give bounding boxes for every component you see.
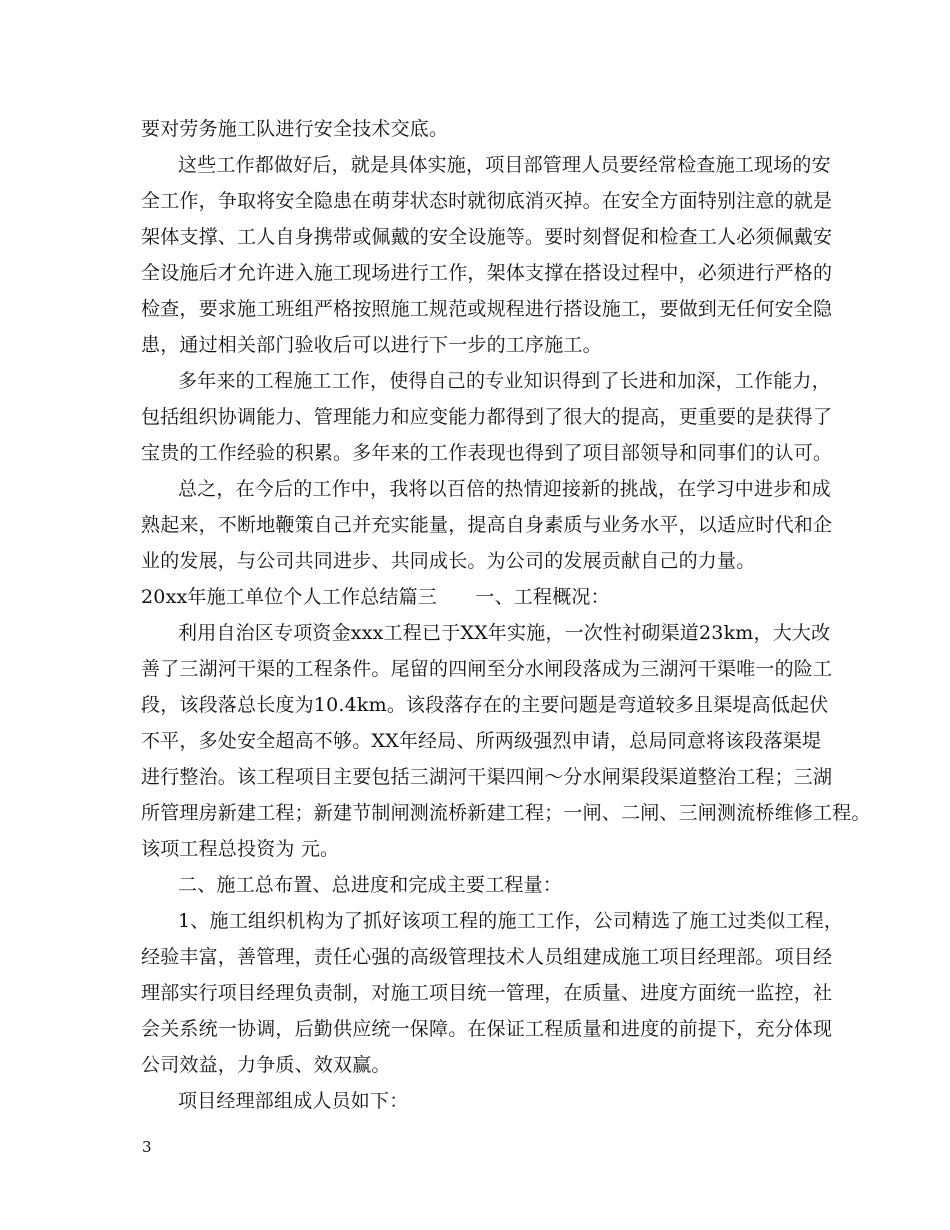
- text-line-11: 总之，在今后的工作中，我将以百倍的热情迎接新的挑战，在学习中进步和成: [178, 478, 831, 500]
- subsection-heading-line: 二、施工总布置、总进度和完成主要工程量：: [178, 874, 563, 896]
- text-line-23: 1、施工组织机构为了抓好该项工程的施工工作，公司精选了施工过类似工程，: [178, 910, 844, 932]
- text-line-24: 经验丰富，善管理，责任心强的高级管理技术人员组建成施工项目经理部。项目经: [141, 946, 833, 968]
- text-line-18: 不平，多处安全超高不够。XX年经局、所两级强烈申请，总局同意将该段落渠堤: [141, 730, 822, 752]
- text-line-27: 公司效益，力争质、效双赢。: [141, 1054, 391, 1076]
- text-line-7: 患，通过相关部门验收后可以进行下一步的工序施工。: [141, 334, 602, 356]
- text-line-20: 所管理房新建工程；新建节制闸测流桥新建工程；一闸、二闸、三闸测流桥维修工程。: [141, 802, 871, 824]
- text-line-16: 善了三湖河干渠的工程条件。尾留的四闸至分水闸段落成为三湖河干渠唯一的险工: [141, 658, 833, 680]
- text-line-19: 进行整治。该工程项目主要包括三湖河干渠四闸～分水闸渠段渠道整治工程；三湖: [141, 766, 833, 788]
- text-line-13: 业的发展，与公司共同进步、共同成长。为公司的发展贡献自己的力量。: [141, 550, 756, 572]
- text-line-8: 多年来的工程施工工作，使得自己的专业知识得到了长进和加深，工作能力，: [178, 370, 831, 392]
- text-line-25: 理部实行项目经理负责制，对施工项目统一管理，在质量、进度方面统一监控，社: [141, 982, 833, 1004]
- text-line-4: 架体支撑、工人自身携带或佩戴的安全设施等。要时刻督促和检查工人必须佩戴安: [141, 226, 833, 248]
- text-line-28: 项目经理部组成人员如下：: [178, 1090, 409, 1112]
- page-number: 3: [142, 1138, 152, 1156]
- text-line-26: 会关系统一协调，后勤供应统一保障。在保证工程质量和进度的前提下，充分体现: [141, 1018, 833, 1040]
- text-line-10: 宝贵的工作经验的积累。多年来的工作表现也得到了项目部领导和同事们的认可。: [141, 442, 833, 464]
- text-line-12: 熟起来，不断地鞭策自己并充实能量，提高自身素质与业务水平，以适应时代和企: [141, 514, 833, 536]
- section-heading-line: 20xx年施工单位个人工作总结篇三 一、工程概况：: [141, 586, 610, 608]
- text-line-15: 利用自治区专项资金xxx工程已于XX年实施，一次性衬砌渠道23km，大大改: [178, 622, 831, 644]
- text-line-17: 段，该段落总长度为10.4km。该段落存在的主要问题是弯道较多且渠堤高低起伏: [141, 694, 829, 716]
- text-line-3: 全工作，争取将安全隐患在萌芽状态时就彻底消灭掉。在安全方面特别注意的就是: [141, 190, 833, 212]
- text-line-9: 包括组织协调能力、管理能力和应变能力都得到了很大的提高，更重要的是获得了: [141, 406, 833, 428]
- text-line-5: 全设施后才允许进入施工现场进行工作，架体支撑在搭设过程中，必须进行严格的: [141, 262, 833, 284]
- text-line-6: 检查，要求施工班组严格按照施工规范或规程进行搭设施工，要做到无任何安全隐: [141, 298, 833, 320]
- text-line-2: 这些工作都做好后，就是具体实施，项目部管理人员要经常检查施工现场的安: [178, 154, 831, 176]
- text-line-21: 该项工程总投资为 元。: [141, 838, 340, 860]
- text-line-1: 要对劳务施工队进行安全技术交底。: [141, 118, 449, 140]
